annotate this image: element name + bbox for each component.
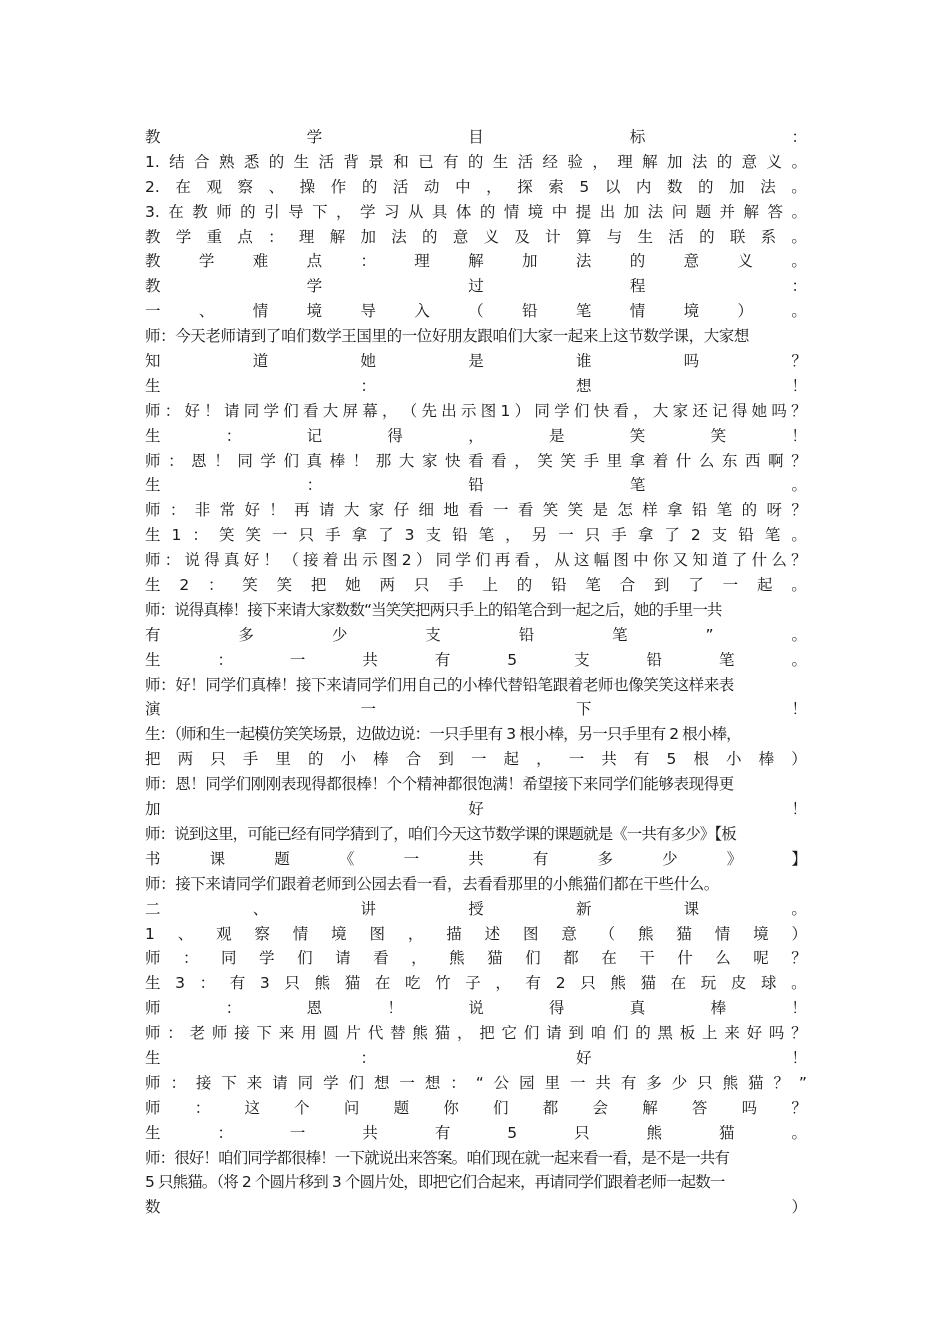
text-line: 加 好 ！ (145, 800, 807, 819)
text-line: 师 ： 恩 ！ 同 学 们 真 棒 ！ 那 大 家 快 看 看 ， 笑 笑 手 里 拿 着 什 么 东 西 啊 ？ (145, 451, 807, 470)
text-line: 师：接下来请同学们跟着老师到公园去看一看，去看看那里的小熊猫们都在干些什么。 (145, 874, 719, 893)
text-line: 书 课 题 《 一 共 有 多 少 》 】 (145, 849, 807, 868)
text-line: 1. 结 合 熟 悉 的 生 活 背 景 和 已 有 的 生 活 经 验 ， 理 解 加 法 的 意 义 。 (145, 152, 807, 171)
text-line: 数 ） (145, 1198, 807, 1217)
text-line: 教 学 过 程 ： (145, 277, 807, 296)
text-line: 生 ： 一 共 有 5 支 铅 笔 。 (145, 650, 807, 669)
text-line: 师 ： 接 下 来 请 同 学 们 想 一 想 ： “ 公 园 里 一 共 有 多 少 只 熊 猫 ？ ” (145, 1073, 807, 1092)
text-line: 把 两 只 手 里 的 小 棒 合 到 一 起 ， 一 共 有 5 根 小 棒 ） (145, 750, 807, 769)
text-line: 师：恩！同学们刚刚表现得都很棒！个个精神都很饱满！希望接下来同学们能够表现得更 (145, 775, 734, 794)
text-line: 师：今天老师请到了咱们数学王国里的一位好朋友跟咱们大家一起来上这节数学课，大家想 (145, 327, 750, 346)
document-body (145, 125, 807, 1220)
text-line: 师 ： 恩 ！ 说 得 真 棒 ！ (145, 999, 807, 1018)
text-line: 二 、 讲 授 新 课 。 (145, 899, 807, 918)
text-line: 2. 在 观 察 、 操 作 的 活 动 中 ， 探 索 5 以 内 数 的 加 法 。 (145, 177, 807, 196)
text-line: 教 学 重 点 ： 理 解 加 法 的 意 义 及 计 算 与 生 活 的 联 系 。 (145, 227, 807, 246)
text-line: 生 ： 一 共 有 5 只 熊 猫 。 (145, 1123, 807, 1142)
text-line: 师：说到这里，可能已经有同学猜到了，咱们今天这节数学课的课题就是《一共有多少》【板 (145, 824, 736, 843)
text-line: 有 多 少 支 铅 笔 ” 。 (145, 625, 807, 644)
text-line: 师 ： 同 学 们 请 看 ， 熊 猫 们 都 在 干 什 么 呢 ？ (145, 949, 807, 968)
text-line: 生 ： 铅 笔 。 (145, 476, 807, 495)
text-line: 5 只熊猫。（将 2 个圆片移到 3 个圆片处，即把它们合起来，再请同学们跟着老师一起数一 (145, 1173, 725, 1192)
text-line: 生 3 ： 有 3 只 熊 猫 在 吃 竹 子 ， 有 2 只 熊 猫 在 玩 皮 球 。 (145, 974, 807, 993)
text-line: 师：说得真棒！接下来请大家数数“当笑笑把两只手上的铅笔合到一起之后，她的手里一共 (145, 600, 722, 619)
text-line: 生 ： 好 ！ (145, 1048, 807, 1067)
text-line: 师 ： 非 常 好 ！ 再 请 大 家 仔 细 地 看 一 看 笑 笑 是 怎 样 拿 铅 笔 的 呀 ？ (145, 501, 807, 520)
text-line: 生 ： 记 得 ， 是 笑 笑 ！ (145, 426, 807, 445)
text-line: 3. 在 教 师 的 引 导 下 ， 学 习 从 具 体 的 情 境 中 提 出 加 法 问 题 并 解 答 。 (145, 202, 807, 221)
text-line: 师 ： 这 个 问 题 你 们 都 会 解 答 吗 ？ (145, 1098, 807, 1117)
text-line: 生 2 ： 笑 笑 把 她 两 只 手 上 的 铅 笔 合 到 了 一 起 。 (145, 576, 807, 595)
text-line: 师：好！同学们真棒！接下来请同学们用自己的小棒代替铅笔跟着老师也像笑笑这样来表 (145, 675, 734, 694)
text-line: 演 一 下 ！ (145, 700, 807, 719)
text-line: 教 学 难 点 ： 理 解 加 法 的 意 义 。 (145, 252, 807, 271)
text-line: 一 、 情 境 导 入 （ 铅 笔 情 境 ） 。 (145, 302, 807, 321)
text-line: 师：很好！咱们同学都很棒！一下就说出来答案。咱们现在就一起来看一看，是不是一共有 (145, 1148, 730, 1167)
text-line: 生 1 ： 笑 笑 一 只 手 拿 了 3 支 铅 笔 ， 另 一 只 手 拿 了 2 支 铅 笔 。 (145, 526, 807, 545)
text-line: 师 ： 好 ！ 请 同 学 们 看 大 屏 幕 ， （ 先 出 示 图 1 ） 同 学 们 快 看 ， 大 家 还 记 得 她 吗 ？ (145, 401, 807, 420)
text-line: 1 、 观 察 情 境 图 ， 描 述 图 意 （ 熊 猫 情 境 ） (145, 924, 807, 943)
text-line: 生 ： 想 ！ (145, 376, 807, 395)
text-line: 生：（师和生一起模仿笑笑场景，边做边说：一只手里有 3 根小棒，另一只手里有 2 根小棒， (145, 725, 741, 744)
text-line: 教 学 目 标 ： (145, 128, 807, 146)
text-line: 师 ： 说 得 真 好 ！ （ 接 着 出 示 图 2 ） 同 学 们 再 看 ， 从 这 幅 图 中 你 又 知 道 了 什 么 ？ (145, 551, 807, 570)
text-line: 师 ： 老 师 接 下 来 用 圆 片 代 替 熊 猫 ， 把 它 们 请 到 咱 们 的 黑 板 上 来 好 吗 ？ (145, 1024, 807, 1043)
text-line: 知 道 她 是 谁 吗 ？ (145, 352, 807, 371)
